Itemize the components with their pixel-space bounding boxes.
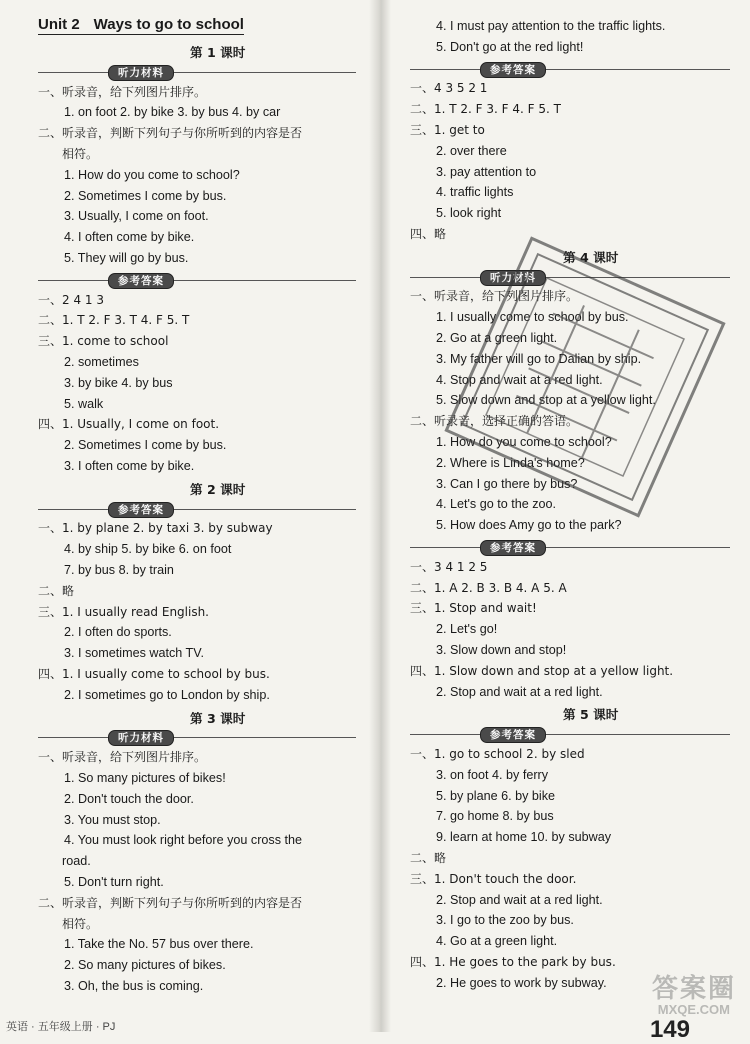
section-badge-row	[38, 730, 356, 744]
unit-title	[38, 16, 244, 35]
question-line: 四、1. He goes to the park by bus.	[410, 955, 616, 969]
question-line: 三、1. I usually read English.	[38, 604, 210, 619]
section-badge: 参考答案	[480, 62, 546, 78]
lesson-heading: 第 5 课时	[563, 707, 619, 723]
answer-line: 4. Go at a green light.	[436, 934, 558, 949]
answer-line: 2. Don't touch the door.	[64, 791, 194, 806]
question-line: 三、1. get to	[410, 123, 485, 137]
badge-rule	[38, 280, 356, 281]
answer-line: 3. Oh, the bus is coming.	[64, 979, 204, 993]
answer-line: 4. Stop and wait at a red light.	[436, 372, 603, 387]
answer-line: 5. by plane 6. by bike	[436, 788, 556, 803]
lesson-heading: 第 3 课时	[190, 710, 246, 726]
answer-line: 3. by bike 4. by bus	[64, 375, 173, 390]
lesson-heading: 第 4 课时	[563, 249, 619, 265]
answer-line: 3. I often come by bike.	[64, 459, 195, 473]
question-line: 一、听录音，给下列图片排序。	[410, 289, 579, 304]
answer-line: 5. They will go by bus.	[64, 251, 189, 265]
badge-rule	[410, 277, 730, 278]
answer-line: 1. So many pictures of bikes!	[64, 771, 226, 785]
watermark-logo: 答案圈	[651, 973, 736, 1003]
answer-line: 1. How do you come to school?	[436, 435, 612, 449]
question-line: 一、1. go to school 2. by sled	[410, 747, 585, 761]
question-line: 三、1. Don't touch the door.	[410, 871, 577, 886]
question-line: 二、听录音，判断下列句子与你所听到的内容是否	[38, 126, 303, 141]
answer-line: 5. Don't go at the red light!	[436, 39, 584, 54]
answer-line: 3. Slow down and stop!	[436, 643, 567, 657]
answer-line: 5. Don't turn right.	[64, 875, 164, 889]
answer-line: 4. I must pay attention to the traffic lights.	[436, 19, 666, 33]
answer-line: 2. Let's go!	[436, 622, 498, 637]
answer-line: 2. Go at a green light.	[436, 331, 558, 345]
answer-line: 2. Sometimes I come by bus.	[64, 438, 227, 453]
question-line: 一、听录音，给下列图片排序。	[38, 84, 207, 99]
answer-line: 1. How do you come to school?	[64, 167, 240, 182]
book-gutter	[369, 0, 391, 1032]
answer-line: 2. Stop and wait at a red light.	[436, 892, 603, 907]
answer-line: 7. go home 8. by bus	[436, 809, 554, 824]
answer-line: 3. Usually, I come on foot.	[64, 209, 209, 224]
section-badge: 听力材料	[108, 730, 174, 746]
answer-line: 2. Stop and wait at a red light.	[436, 684, 603, 699]
page-number: 149	[649, 1016, 690, 1043]
watermark-url: MXQE.COM	[657, 1002, 730, 1017]
answer-line: 5. look right	[436, 206, 502, 221]
answer-line: 4. Let's go to the zoo.	[436, 497, 557, 512]
question-line: 二、略	[410, 851, 447, 865]
answer-line: 3. I go to the zoo by bus.	[436, 913, 574, 928]
answer-line: 1. on foot 2. by bike 3. by bus 4. by car	[64, 105, 281, 120]
question-line: 一、1. by plane 2. by taxi 3. by subway	[38, 521, 273, 536]
answer-line: 2. Sometimes I come by bus.	[64, 188, 227, 203]
question-line: 一、听录音，给下列图片排序。	[38, 750, 207, 765]
question-line: 二、听录音，判断下列句子与你所听到的内容是否	[38, 895, 303, 910]
badge-rule	[410, 547, 730, 548]
badge-rule	[38, 737, 356, 738]
section-badge-row	[38, 502, 356, 516]
answer-line: 3. I sometimes watch TV.	[64, 646, 204, 661]
answer-line: 3. You must stop.	[64, 812, 161, 827]
badge-rule	[410, 69, 730, 70]
lesson-heading: 第 1 课时	[190, 45, 246, 60]
answer-line: 2. I sometimes go to London by ship.	[64, 687, 270, 702]
question-line: 二、略	[38, 583, 75, 598]
answer-line: 4. traffic lights	[436, 185, 514, 200]
page-footer: 英语 · 五年级上册 · PJ	[6, 1021, 116, 1033]
unit-name: Ways to go to school	[93, 16, 244, 33]
section-badge: 听力材料	[108, 65, 174, 81]
answer-line: 2. He goes to work by subway.	[436, 975, 607, 990]
question-line: 二、1. A 2. B 3. B 4. A 5. A	[410, 580, 567, 595]
answer-line: 2. sometimes	[64, 355, 139, 369]
question-line: 三、1. Stop and wait!	[410, 601, 537, 616]
section-badge: 参考答案	[108, 502, 174, 518]
section-badge-row	[38, 273, 356, 287]
question-line: 四、1. Slow down and stop at a yellow light.	[410, 663, 674, 678]
answer-line: 7. by bus 8. by train	[64, 563, 174, 577]
badge-rule	[38, 509, 356, 510]
answer-line: 4. You must look right before you cross the	[64, 833, 303, 848]
question-line: 四、1. Usually, I come on foot.	[38, 417, 220, 432]
answer-line: road.	[62, 854, 91, 869]
question-line: 一、2 4 1 3	[38, 292, 104, 307]
answer-line: 5. walk	[64, 396, 104, 411]
section-badge-row	[410, 540, 730, 554]
answer-line: 5. How does Amy go to the park?	[436, 518, 622, 533]
section-badge: 参考答案	[480, 727, 546, 743]
answer-line: 1. Take the No. 57 bus over there.	[64, 937, 254, 952]
answer-line: 2. Where is Linda's home?	[436, 455, 585, 470]
question-line: 三、1. come to school	[38, 334, 169, 349]
answer-line: 9. learn at home 10. by subway	[436, 830, 612, 845]
answer-line: 5. Slow down and stop at a yellow light.	[436, 393, 656, 408]
answer-line: 相符。	[62, 147, 99, 161]
section-badge-row	[410, 270, 730, 284]
answer-line: 2. over there	[436, 143, 507, 158]
question-line: 四、1. I usually come to school by bus.	[38, 667, 270, 681]
answer-line: 1. I usually come to school by bus.	[436, 310, 629, 325]
section-badge: 参考答案	[480, 540, 546, 556]
lesson-heading: 第 2 课时	[190, 481, 246, 497]
unit-label: Unit 2	[38, 16, 80, 33]
question-line: 二、1. T 2. F 3. T 4. F 5. T	[38, 313, 190, 328]
answer-line: 3. Can I go there by bus?	[436, 476, 578, 491]
question-line: 二、1. T 2. F 3. F 4. F 5. T	[410, 102, 561, 117]
badge-rule	[410, 734, 730, 735]
section-badge-row	[410, 727, 730, 741]
answer-line: 4. I often come by bike.	[64, 230, 195, 245]
answer-line: 4. by ship 5. by bike 6. on foot	[64, 542, 232, 557]
question-line: 四、略	[410, 227, 447, 241]
answer-line: 相符。	[62, 916, 99, 931]
section-badge: 参考答案	[108, 273, 174, 289]
answer-line: 3. pay attention to	[436, 164, 537, 179]
answer-line: 3. on foot 4. by ferry	[436, 767, 549, 782]
section-badge-row	[410, 62, 730, 76]
answer-line: 2. I often do sports.	[64, 625, 172, 640]
section-badge: 听力材料	[480, 270, 546, 286]
answer-line: 3. My father will go to Dalian by ship.	[436, 351, 642, 366]
question-line: 二、听录音，选择正确的答语。	[410, 414, 579, 429]
badge-rule	[38, 72, 356, 73]
section-badge-row	[38, 65, 356, 79]
question-line: 一、4 3 5 2 1	[410, 81, 488, 96]
answer-line: 2. So many pictures of bikes.	[64, 958, 226, 973]
question-line: 一、3 4 1 2 5	[410, 559, 488, 574]
